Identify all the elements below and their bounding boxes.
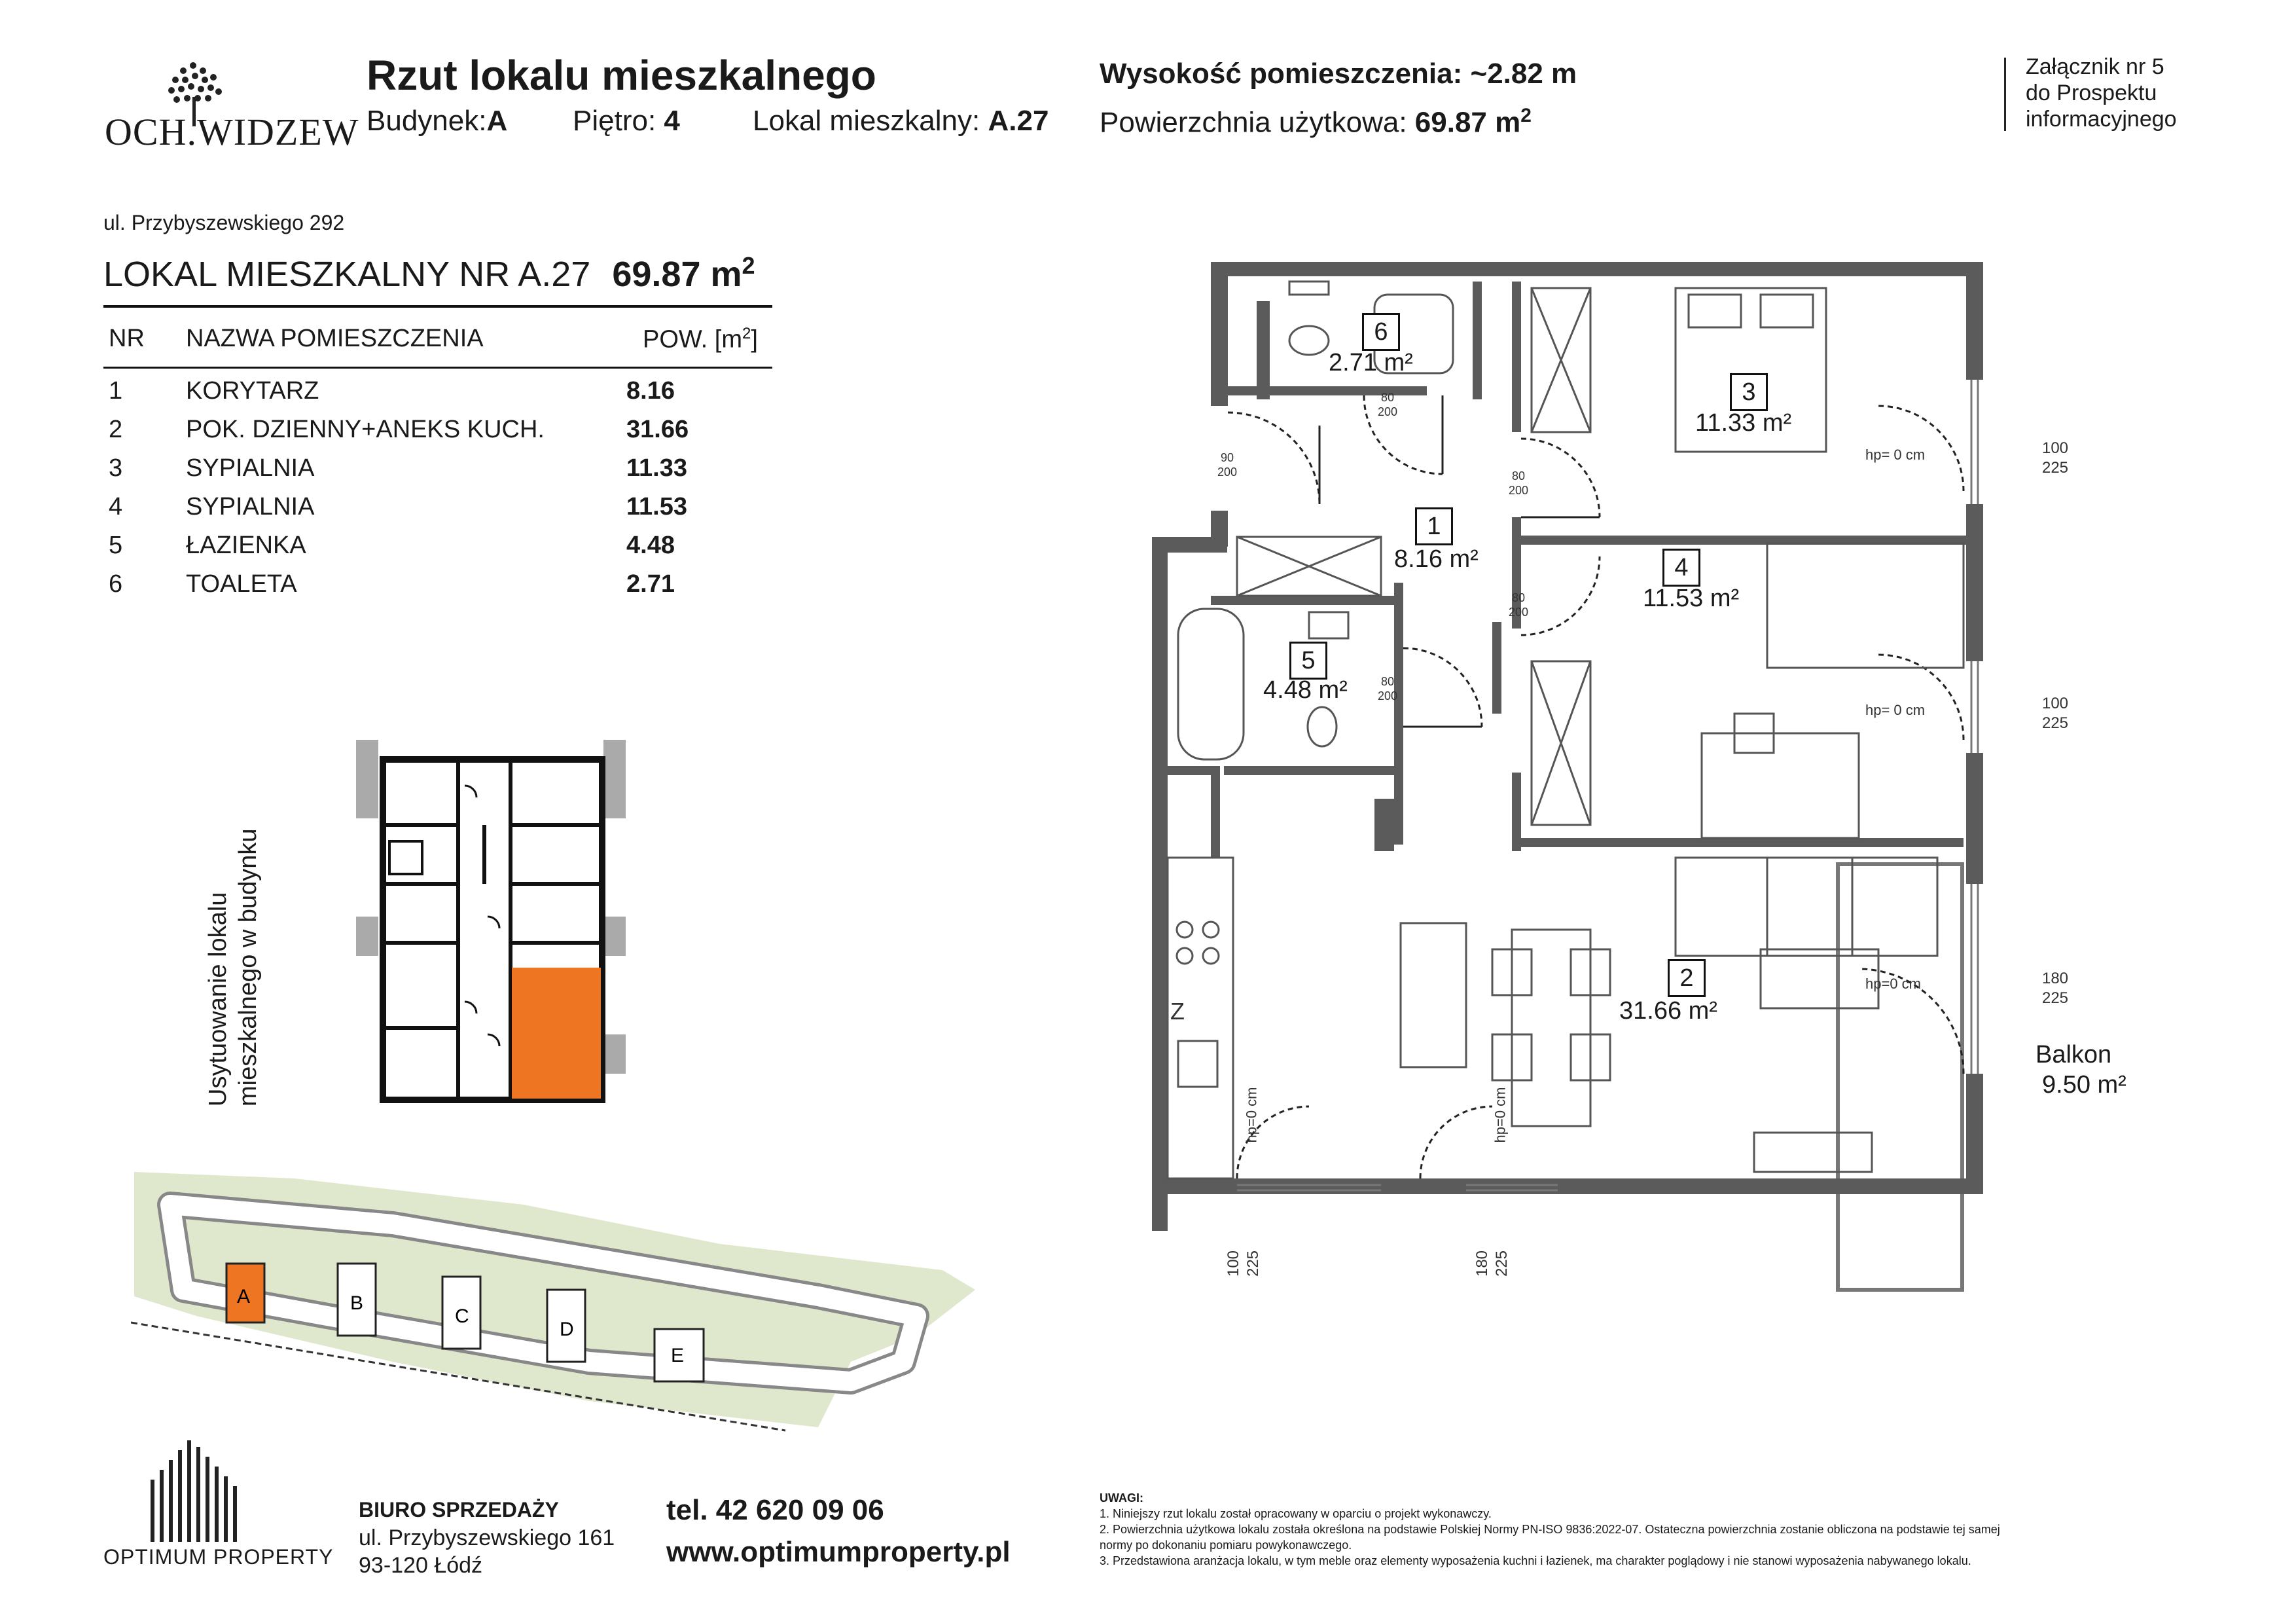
annex-line-3: informacyjnego	[2026, 107, 2177, 132]
page-title: Rzut lokalu mieszkalnego	[367, 52, 876, 99]
door-dim-room4: 80 200	[1508, 591, 1529, 619]
site-label-D: D	[560, 1319, 574, 1340]
fridge-label: Z	[1170, 998, 1185, 1025]
row-area: 2.71	[626, 570, 675, 598]
table-top-rule	[103, 305, 772, 308]
room-height: Wysokość pomieszczenia: ~2.82 m	[1100, 58, 1577, 90]
table-header-rule	[103, 367, 772, 369]
table-row	[106, 532, 774, 571]
door-dim-room3: 80 200	[1508, 469, 1529, 497]
site-label-C: C	[455, 1305, 469, 1327]
highlighted-unit	[512, 968, 601, 1099]
company-name: OPTIMUM PROPERTY	[103, 1545, 334, 1569]
building-label: Budynek:	[367, 105, 487, 137]
room-area-6: 2.71 m²	[1329, 349, 1413, 376]
note-2b: normy po dokonaniu pomiaru powykonawczego.	[1100, 1539, 1352, 1552]
row-name: TOALETA	[186, 570, 297, 598]
room-area-5: 4.48 m²	[1263, 676, 1348, 704]
room-area-3: 11.33 m²	[1695, 409, 1792, 437]
phone-link[interactable]: tel. 42 620 09 06	[666, 1494, 884, 1526]
floor-label: Piętro:	[573, 105, 656, 137]
note-2a: 2. Powierzchnia użytkowa lokalu została określona na podstawie Polskiej Normy PN-ISO 9836:2022-07. Ostateczna powierzchnia zostanie obliczona na podstawie tej samej	[1100, 1523, 2000, 1536]
usable-area	[1100, 105, 1532, 139]
unit-value: A.27	[988, 105, 1049, 137]
note-3: 3. Przedstawiona aranżacja lokalu, w tym meble oraz elementy wyposażenia kuchni i łazienek, ma charakter poglądowy i nie stanowi wyposażenia nabywanego lokalu.	[1100, 1554, 1971, 1567]
col-area-sup: 2	[742, 325, 751, 342]
room-number-4: 4	[1662, 549, 1700, 587]
table-row	[106, 454, 774, 494]
window-dim-bottom-2: 180 225	[1473, 1250, 1511, 1277]
unit-label: Lokal mieszkalny:	[753, 105, 980, 137]
row-area: 11.33	[626, 454, 687, 482]
row-area: 8.16	[626, 377, 675, 405]
annex-line-1: Załącznik nr 5	[2026, 54, 2164, 79]
site-label-E: E	[671, 1345, 685, 1366]
row-nr: 4	[109, 493, 123, 520]
col-area-text: POW. [m	[643, 325, 742, 354]
row-area: 4.48	[626, 532, 675, 559]
hp-room3: hp= 0 cm	[1865, 447, 1926, 463]
logo-text: OCH.WIDZEW	[105, 111, 359, 153]
balcony-label: Balkon	[2036, 1041, 2112, 1068]
row-nr: 5	[109, 532, 123, 559]
unit-heading-sup: 2	[742, 252, 755, 279]
notes-title: UWAGI:	[1100, 1491, 1143, 1504]
row-name: ŁAZIENKA	[186, 532, 306, 559]
row-area: 11.53	[626, 493, 687, 520]
row-nr: 3	[109, 454, 123, 482]
row-nr: 2	[109, 416, 123, 443]
office-street: ul. Przybyszewskiego 161	[359, 1525, 615, 1550]
room-number-2: 2	[1668, 959, 1706, 997]
unit-heading	[103, 252, 755, 295]
hp-room4: hp= 0 cm	[1865, 702, 1926, 718]
site-plan	[131, 1165, 982, 1440]
table-header	[106, 325, 774, 364]
col-name: NAZWA POMIESZCZENIA	[186, 325, 484, 352]
hp-living: hp=0 cm	[1865, 976, 1921, 992]
window-dim-living: 180 225	[2041, 970, 2069, 1007]
room-number-1: 1	[1415, 507, 1453, 545]
window-dim-room4: 100 225	[2041, 695, 2069, 732]
window-dim-room3: 100 225	[2041, 439, 2069, 477]
note-1: 1. Niniejszy rzut lokalu został opracowany w oparciu o projekt wykonawczy.	[1100, 1507, 1492, 1520]
usable-area-value: 69.87 m	[1414, 106, 1521, 139]
balcony-area: 9.50 m²	[2042, 1071, 2126, 1099]
room-area-2: 31.66 m²	[1619, 997, 1717, 1025]
office-city: 93-120 Łódź	[359, 1553, 483, 1578]
floor-info	[573, 105, 680, 137]
site-label-B: B	[350, 1292, 364, 1314]
row-name: SYPIALNIA	[186, 454, 315, 482]
annex-divider	[2004, 58, 2006, 131]
room-number-3: 3	[1730, 373, 1768, 411]
row-nr: 6	[109, 570, 123, 598]
site-label-A: A	[237, 1286, 251, 1307]
website-link[interactable]: www.optimumproperty.pl	[666, 1536, 1011, 1568]
table-row	[106, 493, 774, 532]
building-info	[367, 105, 507, 137]
balcony	[1838, 864, 1962, 1290]
room-number-5: 5	[1289, 642, 1327, 680]
col-area-end: ]	[751, 325, 758, 354]
annex-note	[2026, 54, 2177, 132]
floor-plan	[1113, 255, 2134, 1381]
col-nr: NR	[109, 325, 145, 352]
col-area	[643, 325, 758, 354]
location-caption	[203, 828, 263, 1106]
door-dim-entry: 90 200	[1217, 451, 1238, 479]
room-area-1: 8.16 m²	[1394, 545, 1479, 573]
door-dim-bath: 80 200	[1377, 675, 1398, 702]
hp-bottom-2: hp=0 cm	[1492, 1087, 1509, 1143]
table-row	[106, 416, 774, 455]
notes	[1100, 1490, 2212, 1569]
building-value: A	[486, 105, 508, 137]
table-row	[106, 570, 774, 610]
table-row	[106, 377, 774, 416]
logo	[98, 58, 359, 156]
door-dim-wc: 80 200	[1377, 391, 1398, 418]
office-title: BIURO SPRZEDAŻY	[359, 1498, 559, 1522]
location-caption-line-1: Usytuowanie lokalu	[204, 892, 232, 1106]
annex-line-2: do Prospektu	[2026, 81, 2157, 105]
building-key-plan	[353, 727, 628, 1113]
location-caption-line-2: mieszkalnego w budynku	[234, 828, 262, 1106]
row-area: 31.66	[626, 416, 689, 443]
optimum-logo-icon	[144, 1440, 301, 1542]
address: ul. Przybyszewskiego 292	[103, 211, 345, 234]
unit-info	[753, 105, 1049, 137]
unit-heading-area: 69.87 m	[612, 255, 742, 294]
usable-area-sup: 2	[1520, 105, 1532, 126]
unit-heading-label: LOKAL MIESZKALNY NR A.27	[103, 255, 591, 294]
usable-area-label: Powierzchnia użytkowa:	[1100, 106, 1407, 139]
room-number-6: 6	[1362, 313, 1400, 351]
row-name: KORYTARZ	[186, 377, 319, 405]
room-area-4: 11.53 m²	[1643, 585, 1740, 612]
hp-bottom-1: hp=0 cm	[1243, 1087, 1260, 1143]
row-nr: 1	[109, 377, 123, 405]
row-name: SYPIALNIA	[186, 493, 315, 520]
floor-value: 4	[664, 105, 680, 137]
row-name: POK. DZIENNY+ANEKS KUCH.	[186, 416, 545, 443]
window-dim-bottom-1: 100 225	[1225, 1250, 1263, 1277]
